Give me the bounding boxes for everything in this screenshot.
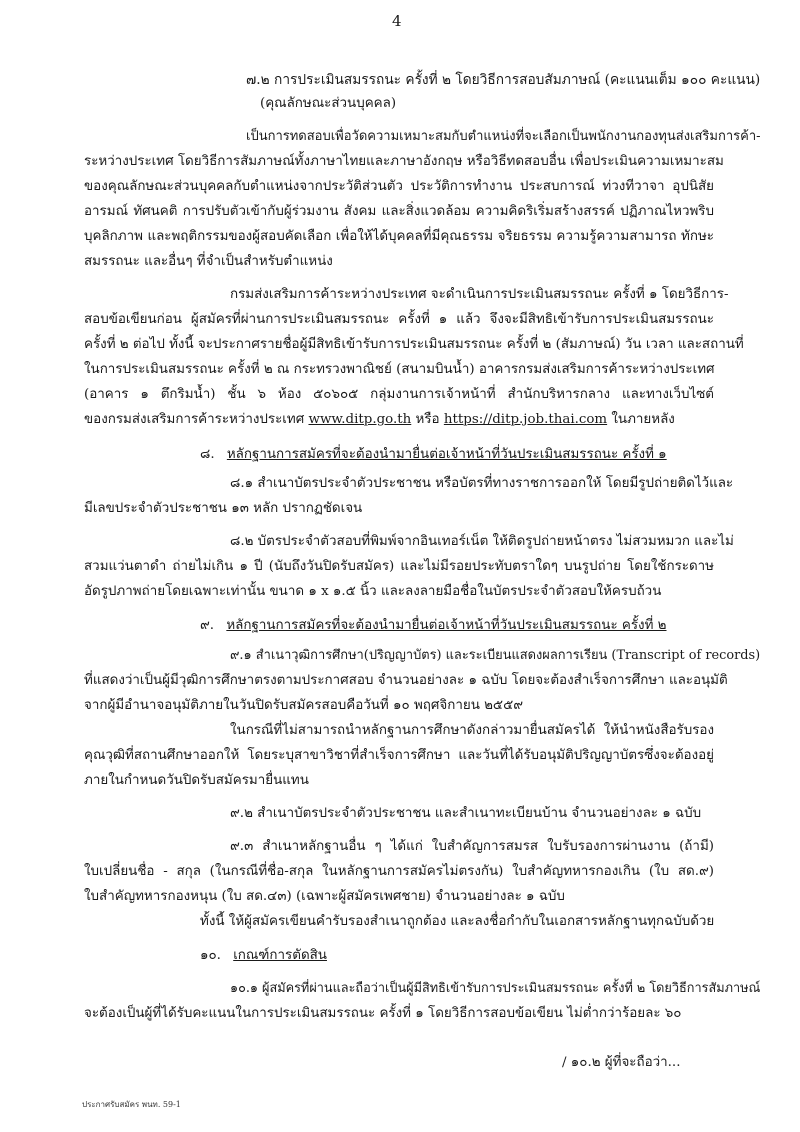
item-9-3-line: ใบเปลี่ยนชื่อ - สกุล (ในกรณีที่ชื่อ-สกุล ในหลักฐานการสมัครไม่ตรงกัน) ใบสำคัญทหารกองเกิน (ใบ สด.๙) (84, 864, 714, 879)
item-10-1-line: ๑๐.๑ ผู้สมัครที่ผ่านและถือว่าเป็นผู้มีสิทธิเข้ารับการประเมินสมรรถนะ ครั้งที่ ๒ โดยวิธีการสัมภาษณ์ (230, 981, 761, 996)
item-9-3-line: ใบสำคัญทหารกองหนุน (ใบ สด.๔๓) (เฉพาะผู้สมัครเพศชาย) จำนวนอย่างละ ๑ ฉบับ (84, 889, 565, 904)
section-9-note: ทั้งนี้ ให้ผู้สมัครเขียนคำรับรองสำเนาถูกต้อง และลงชื่อกำกับในเอกสารหลักฐานทุกฉบับด้วย (200, 914, 715, 929)
announcement-last-line (84, 410, 675, 430)
item-9-2: ๙.๒ สำเนาบัตรประจำตัวประชาชน และสำเนาทะเบียนบ้าน จำนวนอย่างละ ๑ ฉบับ (230, 806, 702, 821)
item-9-1-note-line: ในกรณีที่ไม่สามารถนำหลักฐานการศึกษาดังกล่าวมายื่นสมัครได้ ให้นำหนังสือรับรอง (230, 723, 714, 738)
item-8-1-line: มีเลขประจำตัวประชาชน ๑๓ หลัก ปรากฏชัดเจน (84, 501, 363, 516)
section-9-number: ๙. (200, 618, 215, 633)
section-7-2-line: บุคลิกภาพ และพฤติกรรมของผู้สอบคัดเลือก เพื่อให้ได้บุคคลที่มีคุณธรรม จริยธรรม ความรู้ความสามารถ ทักษะ (84, 229, 714, 244)
announcement-last-prefix: ของกรมส่งเสริมการค้าระหว่างประเทศ (84, 412, 305, 427)
announcement-line: (อาคาร ๑ ตึกริมน้ำ) ชั้น ๖ ห้อง ๕๐๖๐๕ กลุ่มงานการเจ้าหน้าที่ สำนักบริหารกลาง และทางเว็บไซต์ (84, 387, 714, 402)
section-8-number: ๘. (200, 447, 215, 462)
item-9-1-line: จากผู้มีอำนาจอนุมัติภายในวันปิดรับสมัครสอบคือวันที่ ๑๐ พฤศจิกายน ๒๕๕๙ (84, 698, 524, 713)
section-10-title: เกณฑ์การตัดสิน (233, 948, 327, 963)
item-9-3-line: ๙.๓ สำเนาหลักฐานอื่น ๆ ได้แก่ ใบสำคัญการสมรส ใบรับรองการผ่านงาน (ถ้ามี) (230, 839, 714, 854)
section-10-number: ๑๐. (200, 948, 221, 963)
announcement-line: สอบข้อเขียนก่อน ผู้สมัครที่ผ่านการประเมินสมรรถนะ ครั้งที่ ๑ แล้ว จึงจะมีสิทธิเข้ารับการประเมินสมรรถนะ (84, 312, 714, 327)
item-9-1-note-line: คุณวุฒิที่สถานศึกษาออกให้ โดยระบุสาขาวิชาที่สำเร็จการศึกษา และวันที่ได้รับอนุมัติปริญญาบัตรซึ่งจะต้องอยู่ (84, 748, 714, 763)
page-number: 4 (392, 12, 402, 30)
announcement-last-suffix: ในภายหลัง (611, 412, 675, 427)
item-8-2-line: อัดรูปภาพถ่ายโดยเฉพาะเท่านั้น ขนาด ๑ x ๑.๕ นิ้ว และลงลายมือชื่อในบัตรประจำตัวสอบให้ครบถ้วน (84, 584, 662, 599)
section-7-2-line: ของคุณลักษณะส่วนบุคคลกับตำแหน่งจากประวัติส่วนตัว ประวัติการทำงาน ประสบการณ์ ท่วงทีวาจา อุปนิสัย (84, 179, 714, 194)
item-9-1-line: ๙.๑ สำเนาวุฒิการศึกษา(ปริญญาบัตร) และระเบียนแสดงผลการเรียน (Transcript of records) (230, 648, 761, 663)
section-8-heading (200, 445, 667, 465)
announcement-line: กรมส่งเสริมการค้าระหว่างประเทศ จะดำเนินการประเมินสมรรถนะ ครั้งที่ ๑ โดยวิธีการ- (230, 287, 729, 302)
section-7-2-line: ระหว่างประเทศ โดยวิธีการสัมภาษณ์ทั้งภาษาไทยและภาษาอังกฤษ หรือวิธีทดสอบอื่น เพื่อประเมินความเหมาะสม (84, 154, 724, 169)
section-7-2-heading: ๗.๒ การประเมินสมรรถนะ ครั้งที่ ๒ โดยวิธีการสอบสัมภาษณ์ (คะแนนเต็ม ๑๐๐ คะแนน) (246, 72, 761, 88)
section-7-2-line: สมรรถนะ และอื่นๆ ที่จำเป็นสำหรับตำแหน่ง (84, 254, 333, 269)
continuation-note: / ๑๐.๒ ผู้ที่จะถือว่า... (562, 1055, 681, 1070)
item-8-1-line: ๘.๑ สำเนาบัตรประจำตัวประชาชน หรือบัตรที่ทางราชการออกให้ โดยมีรูปถ่ายติดไว้และ (230, 476, 734, 491)
link-separator: หรือ (415, 412, 440, 427)
ditp-job-website-link[interactable]: https://ditp.job.thai.com (443, 412, 608, 427)
item-8-2-line: ๘.๒ บัตรประจำตัวสอบที่พิมพ์จากอินเทอร์เน็ต ให้ติดรูปถ่ายหน้าตรง ไม่สวมหมวก และไม่ (230, 534, 734, 549)
announcement-line: ในการประเมินสมรรถนะ ครั้งที่ ๒ ณ กระทรวงพาณิชย์ (สนามบินน้ำ) อาคารกรมส่งเสริมการค้าระหว่างประเทศ (84, 362, 715, 377)
section-7-2-line: เป็นการทดสอบเพื่อวัดความเหมาะสมกับตำแหน่งที่จะเลือกเป็นพนักงานกองทุนส่งเสริมการค้า- (246, 129, 761, 144)
announcement-line: ครั้งที่ ๒ ต่อไป ทั้งนี้ จะประกาศรายชื่อผู้มีสิทธิเข้ารับการประเมินสมรรถนะ ครั้งที่ ๒ (สัมภาษณ์) วัน เวลา และสถานที่ (84, 337, 744, 352)
section-9-heading (200, 616, 667, 636)
item-9-1-line: ที่แสดงว่าเป็นผู้มีวุฒิการศึกษาตรงตามประกาศสอบ จำนวนอย่างละ ๑ ฉบับ โดยจะต้องสำเร็จการศึกษา และอนุมัติ (84, 673, 728, 688)
section-10-heading (200, 946, 327, 966)
item-10-1-line: จะต้องเป็นผู้ที่ได้รับคะแนนในการประเมินสมรรถนะ ครั้งที่ ๑ โดยวิธีการสอบข้อเขียน ไม่ต่ำกว่าร้อยละ ๖๐ (84, 1006, 682, 1021)
item-9-1-note-line: ภายในกำหนดวันปิดรับสมัครมายื่นแทน (84, 773, 309, 788)
item-8-2-line: สวมแว่นตาดำ ถ่ายไม่เกิน ๑ ปี (นับถึงวันปิดรับสมัคร) และไม่มีรอยประทับตราใดๆ บนรูปถ่าย โดยใช้กระดาษ (84, 559, 714, 574)
ditp-website-link[interactable]: www.ditp.go.th (308, 412, 412, 427)
section-7-2-subheading: (คุณลักษณะส่วนบุคคล) (260, 96, 397, 111)
section-7-2-line: อารมณ์ ทัศนคติ การปรับตัวเข้ากับผู้ร่วมงาน สังคม และสิ่งแวดล้อม ความคิดริเริ่มสร้างสรรค์ ปฏิภาณไหวพริบ (84, 204, 714, 219)
page-footer: ประกาศรับสมัคร พนท. 59-1 (82, 1100, 181, 1109)
section-9-title: หลักฐานการสมัครที่จะต้องนำมายื่นต่อเจ้าหน้าที่วันประเมินสมรรถนะ ครั้งที่ ๒ (226, 618, 667, 633)
section-8-title: หลักฐานการสมัครที่จะต้องนำมายื่นต่อเจ้าหน้าที่วันประเมินสมรรถนะ ครั้งที่ ๑ (226, 447, 667, 462)
